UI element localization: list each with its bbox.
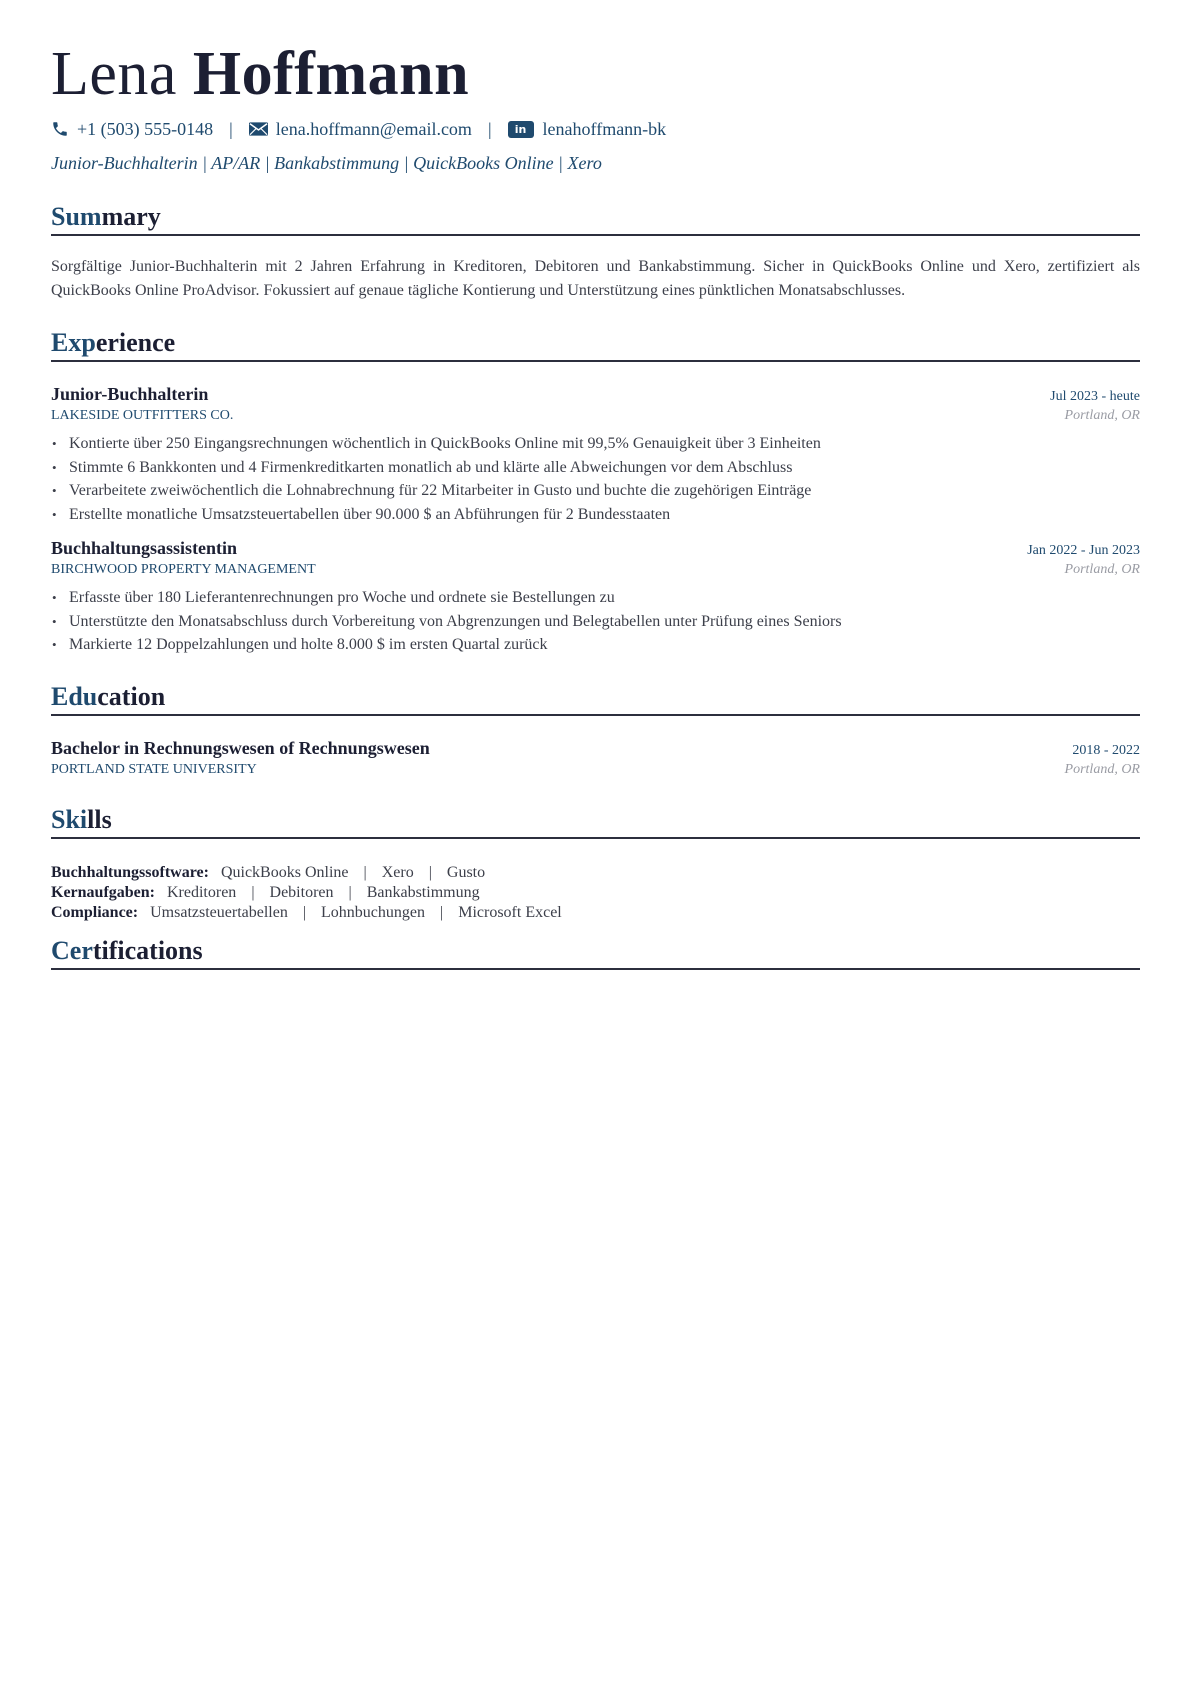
skill-separator: | [440, 903, 444, 921]
candidate-name [51, 36, 1140, 112]
phone-text: +1 (503) 555-0148 [77, 118, 214, 139]
section-title-accent: Sum [51, 202, 102, 231]
degree-title: Bachelor in Rechnungswesen of Rechnungswesen [51, 737, 430, 758]
skill-item: Kreditoren [167, 883, 237, 901]
contact-separator: | [229, 118, 233, 139]
school-location: Portland, OR [1064, 761, 1140, 777]
linkedin-icon: in [508, 121, 534, 138]
section-title-rest: lls [87, 804, 112, 834]
section-title-accent: Cer [51, 935, 93, 965]
contact-phone[interactable] [51, 119, 213, 140]
skill-separator: | [363, 863, 367, 881]
section-title-certifications [51, 935, 1140, 970]
summary-text: Sorgfältige Junior-Buchhalterin mit 2 Jahren Erfahrung in Kreditoren, Debitoren und Bankabstimmung. Sicher in QuickBooks Online und Xero, zertifiziert als QuickBooks Online ProAdvisor. Fokussiert auf genaue tägliche Kontierung und Unterstützung eines pünktlichen Monatsabschlusses. [51, 258, 1140, 299]
skill-category: Kernaufgaben: [51, 883, 155, 901]
linkedin-text: lenahoffmann-bk [542, 118, 667, 139]
skill-item: Umsatzsteuertabellen [150, 903, 288, 921]
experience-entry [51, 536, 1140, 657]
section-title-accent: Ski [51, 804, 88, 834]
section-title-accent: Edu [51, 681, 98, 711]
skill-item: Gusto [446, 863, 486, 881]
bullet-item: • Erfasste über 180 Lieferantenrechnungen pro Woche und ordnete sie Bestellungen zu [51, 586, 1140, 610]
section-title-rest: erience [95, 328, 176, 357]
email-text: lena.hoffmann@email.com [275, 118, 472, 139]
skill-separator: | [302, 903, 307, 921]
section-title-summary [51, 201, 1140, 236]
bullet-item: • Stimmte 6 Bankkonten und 4 Firmenkreditkarten monatlich ab und klärte alle Abweichungen vor dem Abschluss [51, 456, 1140, 480]
first-name: Lena [51, 40, 177, 108]
job-location: Portland, OR [1064, 408, 1140, 423]
envelope-icon [249, 122, 268, 136]
section-title-education [51, 681, 1140, 716]
section-title-accent: Exp [51, 328, 96, 357]
employer-name: BIRCHWOOD PROPERTY MANAGEMENT [51, 562, 316, 577]
skills-list [51, 863, 1140, 923]
education-dates: 2018 - 2022 [1072, 742, 1140, 758]
skill-item: Xero [381, 863, 414, 881]
job-dates: Jul 2023 - heute [1050, 389, 1140, 404]
skill-separator: | [348, 883, 352, 901]
tagline: Junior-Buchhalterin | AP/AR | Bankabstimmung | QuickBooks Online | Xero [51, 153, 602, 173]
skill-item: QuickBooks Online [220, 863, 349, 881]
bullet-item: • Erstellte monatliche Umsatzsteuertabellen über 90.000 $ an Abführungen für 2 Bundesstaaten [51, 503, 1140, 527]
contact-email[interactable] [249, 119, 472, 140]
bullet-item: • Kontierte über 250 Eingangsrechnungen wöchentlich in QuickBooks Online mit 99,5% Genauigkeit über 3 Einheiten [51, 432, 1140, 456]
skill-separator: | [251, 883, 255, 901]
skill-item: Bankabstimmung [366, 883, 480, 901]
skill-item: Microsoft Excel [458, 903, 562, 921]
skill-category: Buchhaltungssoftware: [51, 863, 209, 881]
section-title-skills [51, 804, 1140, 839]
skill-item: Lohnbuchungen [321, 903, 426, 921]
bullet-item: • Markierte 12 Doppelzahlungen und holte 8.000 $ im ersten Quartal zurück [51, 633, 1140, 657]
contact-separator: | [487, 118, 492, 139]
skill-category: Compliance: [51, 903, 139, 921]
section-title-rest: cation [97, 681, 166, 711]
employer-name: LAKESIDE OUTFITTERS CO. [51, 408, 234, 423]
contact-linkedin[interactable] [508, 119, 667, 140]
skill-row [51, 903, 1140, 923]
job-title: Buchhaltungsassistentin [51, 538, 238, 558]
job-bullets [51, 432, 1140, 526]
section-title-rest: mary [101, 202, 161, 231]
last-name: Hoffmann [192, 40, 470, 108]
job-title: Junior-Buchhalterin [51, 384, 209, 404]
job-bullets [51, 586, 1140, 657]
experience-entry [51, 382, 1140, 526]
job-dates: Jan 2022 - Jun 2023 [1027, 543, 1140, 558]
education-entry [51, 736, 1140, 780]
contact-bar [51, 116, 1140, 142]
bullet-item: • Verarbeitete zweiwöchentlich die Lohnabrechnung für 22 Mitarbeiter in Gusto und buchte die zugehörigen Einträge [51, 479, 1140, 503]
section-title-experience [51, 327, 1140, 362]
school-name: PORTLAND STATE UNIVERSITY [51, 761, 257, 777]
job-location: Portland, OR [1064, 562, 1140, 577]
bullet-item: • Unterstützte den Monatsabschluss durch Vorbereitung von Abgrenzungen und Belegtabellen unter Prüfung eines Seniors [51, 610, 1140, 634]
skill-separator: | [428, 863, 432, 881]
skill-row [51, 863, 1140, 883]
skill-row [51, 883, 1140, 903]
section-title-rest: tifications [92, 935, 203, 965]
skill-item: Debitoren [269, 883, 334, 901]
phone-icon [51, 120, 69, 138]
